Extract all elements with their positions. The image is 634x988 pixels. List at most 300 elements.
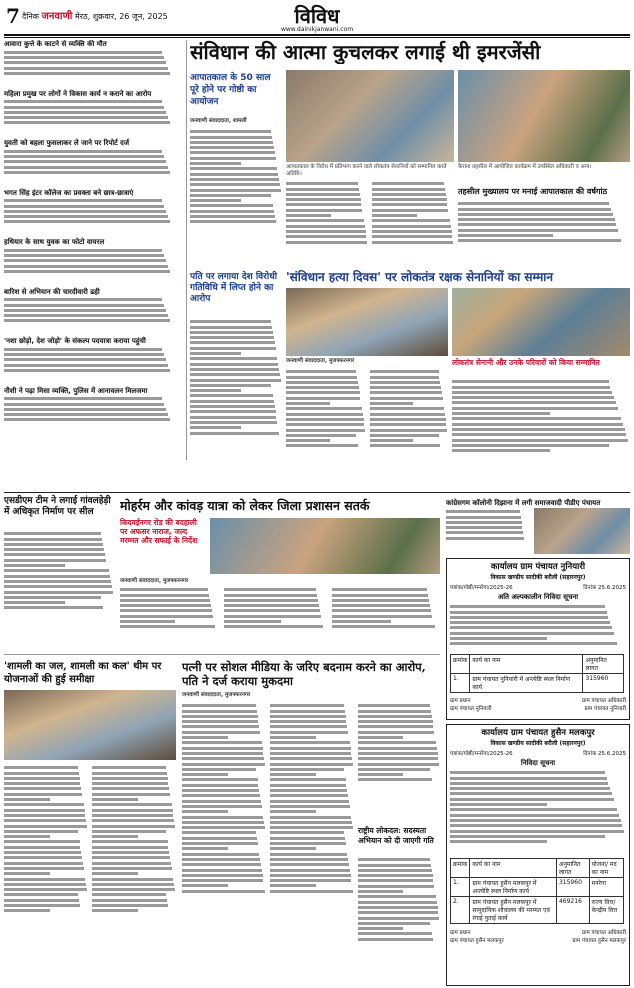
- text-line: [4, 210, 166, 213]
- tender1-row-work: ग्राम पंचायत नुनियारी में अन्त्येष्टि स्थल निर्माण कार्य: [470, 674, 583, 693]
- text-line: [270, 715, 346, 718]
- body-text-lines: [190, 130, 282, 223]
- text-line: [450, 787, 610, 790]
- text-line: [452, 428, 625, 431]
- body-text-lines: [450, 605, 626, 645]
- text-line: [224, 620, 281, 623]
- text-line: [458, 213, 613, 216]
- text-line: [450, 792, 612, 795]
- text-line: [370, 429, 447, 432]
- text-line: [452, 407, 618, 410]
- text-line: [372, 193, 446, 196]
- text-line: [4, 397, 162, 400]
- text-line: [182, 731, 260, 734]
- left-story: [4, 90, 184, 137]
- text-line: [190, 368, 279, 371]
- text-line: [270, 763, 353, 766]
- text-line: [4, 413, 168, 416]
- text-line: [4, 254, 164, 257]
- text-line: [4, 893, 78, 896]
- text-line: [92, 803, 172, 806]
- text-line: [190, 146, 274, 149]
- text-line: [372, 198, 447, 201]
- text-line: [92, 819, 174, 822]
- text-line: [270, 821, 352, 824]
- left-column: [4, 40, 184, 500]
- text-line: [4, 904, 80, 907]
- text-line: [182, 800, 261, 803]
- congress-headline: कांग्रेसगम कॉलोनी दिझाना में लगी समाजवादी पीडीए पंचायत: [446, 498, 601, 507]
- text-line: [358, 885, 434, 888]
- text-line: [286, 209, 362, 212]
- text-line: [370, 413, 445, 416]
- text-line: [92, 814, 173, 817]
- text-line: [4, 835, 50, 838]
- body-text-lines: [92, 766, 176, 912]
- text-line: [332, 588, 427, 591]
- tender2-row2-work: ग्राम पंचायत हुसैन मलकपुर में सामुदायिक शौचालय की मरम्मत एवं रंगाई पुताई कार्य: [470, 897, 557, 924]
- tender1-office: कार्यालय ग्राम पंचायत नुनियारी: [490, 562, 586, 572]
- text-line: [190, 347, 276, 350]
- text-line: [190, 331, 273, 334]
- text-line: [450, 835, 605, 838]
- text-line: [182, 863, 261, 866]
- text-line: [4, 803, 84, 806]
- brand-prefix: दैनिक: [22, 12, 39, 21]
- text-line: [358, 768, 430, 771]
- text-line: [370, 434, 439, 437]
- text-line: [270, 884, 316, 887]
- page-number: 7: [6, 4, 20, 28]
- left-story: [4, 189, 184, 236]
- text-line: [92, 835, 138, 838]
- text-line: [190, 410, 276, 413]
- text-line: [358, 906, 438, 909]
- text-line: [92, 904, 168, 907]
- text-line: [270, 731, 348, 734]
- table-row: [451, 674, 624, 693]
- text-line: [4, 601, 65, 604]
- tender1-ref: पत्रांक/गोष्ठी/मनरेगा/2025-26: [450, 585, 513, 591]
- text-line: [270, 778, 346, 781]
- text-line: [270, 736, 316, 739]
- body-text-lines: [286, 182, 368, 243]
- text-line: [450, 819, 621, 822]
- tender2-row1-sn: 1.: [451, 878, 470, 897]
- text-line: [458, 223, 616, 226]
- tender2-title: निविदा सूचना: [520, 759, 556, 767]
- tender1-th-sn: क्रमांक: [451, 655, 470, 674]
- text-line: [270, 768, 344, 771]
- text-line: [4, 825, 87, 828]
- text-line: [120, 615, 213, 618]
- tender1-table: [450, 654, 624, 693]
- column-divider: [186, 40, 187, 460]
- tender-notice-2: [446, 724, 630, 986]
- moharram-photo: [210, 518, 440, 574]
- photo-caption-1: आपातकाल के विरोध में प्रतिभाग करने वाले लोकतंत्र सेनानियों को सम्मानित करते अतिथि।: [286, 164, 447, 177]
- text-line: [4, 364, 168, 367]
- text-line: [4, 575, 110, 578]
- social-body-b: [270, 702, 354, 984]
- text-line: [224, 599, 318, 602]
- text-line: [358, 725, 433, 728]
- text-line: [372, 188, 445, 191]
- text-line: [4, 314, 168, 317]
- text-line: [182, 831, 256, 834]
- text-line: [446, 531, 523, 534]
- text-line: [182, 757, 264, 760]
- text-line: [92, 830, 166, 833]
- text-line: [190, 199, 241, 202]
- website-url[interactable]: www.dainikjanwani.com: [280, 26, 354, 33]
- text-line: [190, 173, 278, 176]
- text-line: [120, 620, 175, 623]
- text-line: [190, 130, 271, 133]
- text-line: [4, 369, 170, 372]
- left-story-body: [4, 395, 184, 433]
- text-line: [286, 402, 330, 405]
- text-line: [92, 856, 170, 859]
- tender1-sign-left: ग्राम प्रधान ग्राम पंचायत नुनियारी: [450, 698, 492, 712]
- text-line: [120, 594, 209, 597]
- text-line: [4, 121, 170, 124]
- text-line: [4, 569, 109, 572]
- text-line: [224, 625, 323, 628]
- text-line: [4, 596, 101, 599]
- text-line: [270, 720, 346, 723]
- text-line: [458, 218, 615, 221]
- text-line: [358, 731, 434, 734]
- moharram-byline: जनवाणी संवाददाता, मुजफ्फरनगर: [120, 578, 189, 584]
- text-line: [372, 219, 450, 222]
- text-line: [452, 449, 550, 452]
- moharram-body-c: [332, 586, 440, 650]
- text-line: [92, 883, 174, 886]
- text-line: [358, 895, 436, 898]
- header-rule: [4, 34, 630, 36]
- section-rule-2: [4, 654, 440, 655]
- text-line: [270, 725, 347, 728]
- text-line: [286, 386, 359, 389]
- text-line: [92, 862, 171, 865]
- text-line: [270, 805, 350, 808]
- text-line: [190, 384, 271, 387]
- text-line: [370, 386, 441, 389]
- text-line: [190, 426, 241, 429]
- text-line: [92, 782, 168, 785]
- samvidhan-photo-1: [286, 288, 448, 356]
- text-line: [4, 538, 102, 541]
- text-line: [286, 214, 331, 217]
- text-line: [358, 922, 430, 925]
- body-text-lines: [358, 704, 440, 781]
- left-story-body: [4, 148, 184, 186]
- text-line: [182, 842, 258, 845]
- table-row: [451, 878, 624, 897]
- text-line: [182, 884, 228, 887]
- text-line: [4, 106, 164, 109]
- text-line: [358, 938, 433, 941]
- text-line: [182, 747, 263, 750]
- left-story-body: [4, 197, 184, 235]
- text-line: [450, 777, 607, 780]
- text-line: [190, 341, 275, 344]
- text-line: [190, 421, 277, 424]
- text-line: [450, 632, 614, 635]
- text-line: [4, 787, 81, 790]
- social-media-headline: पत्नी पर सोशल मीडिया के जरिए बदनाम करने का आरोप, पति ने दर्ज कराया मुकदमा: [182, 660, 426, 688]
- social-media-byline: जनवाणी संवाददाता, मुजफ्फरनगर: [182, 692, 251, 698]
- text-line: [92, 772, 167, 775]
- samvidhan-photo-2: [452, 288, 630, 356]
- text-line: [92, 888, 175, 891]
- left-story: [4, 288, 184, 335]
- text-line: [270, 800, 349, 803]
- tender1-block: विकास खण्डीय सादीकी बरौली (सहारनपुर): [490, 574, 586, 581]
- text-line: [190, 379, 281, 382]
- text-line: [358, 720, 433, 723]
- text-line: [4, 199, 162, 202]
- body-text-lines: [4, 397, 184, 421]
- text-line: [270, 879, 351, 882]
- body-text-lines: [370, 370, 448, 447]
- text-line: [270, 847, 316, 850]
- table-row: [451, 897, 624, 924]
- text-line: [190, 363, 278, 366]
- tender2-office: कार्यालय ग्राम पंचायत हुसैन मलकपुर: [481, 728, 595, 738]
- text-line: [286, 370, 356, 373]
- text-line: [190, 373, 280, 376]
- text-line: [4, 56, 164, 59]
- body-text-lines: [190, 320, 282, 434]
- text-line: [182, 794, 260, 797]
- text-line: [370, 370, 439, 373]
- left-story-headline: युवती को बहला फुसलाकर ले जाने पर रिपोर्ट दर्ज: [4, 139, 130, 147]
- tender2-row1-work: ग्राम पंचायत हुसैन मलकपुर में अन्त्येष्टि स्थल निर्माण कार्य: [470, 878, 557, 897]
- text-line: [458, 202, 609, 205]
- text-line: [4, 67, 168, 70]
- text-line: [450, 798, 614, 801]
- text-line: [270, 752, 351, 755]
- text-line: [358, 757, 438, 760]
- brand-name: जनवाणी: [41, 11, 73, 22]
- text-line: [452, 433, 626, 436]
- text-line: [286, 397, 360, 400]
- tender1-row-sn: 1.: [451, 674, 470, 693]
- text-line: [4, 819, 86, 822]
- social-body-a: [182, 702, 266, 984]
- text-line: [332, 625, 435, 628]
- text-line: [224, 604, 319, 607]
- text-line: [270, 853, 347, 856]
- tender1-text: [447, 602, 629, 652]
- text-line: [4, 348, 162, 351]
- text-line: [4, 171, 170, 174]
- text-line: [270, 837, 345, 840]
- text-line: [270, 810, 316, 813]
- text-line: [358, 932, 432, 935]
- text-line: [92, 867, 172, 870]
- text-line: [224, 615, 321, 618]
- text-line: [4, 61, 166, 64]
- text-line: [92, 909, 138, 912]
- tehsil-subhead: लोकतंत्र सेनानी और उनके परिवारों को किया सम्मानित: [452, 358, 600, 367]
- text-line: [358, 864, 431, 867]
- text-line: [358, 736, 403, 739]
- text-line: [332, 604, 430, 607]
- text-line: [4, 111, 166, 114]
- text-line: [4, 814, 85, 817]
- body-text-lines: [452, 380, 630, 452]
- text-line: [190, 220, 276, 223]
- text-line: [4, 564, 65, 567]
- text-line: [450, 611, 607, 614]
- tehsil-headline: तहसील मुख्यालय पर मनाई आपातकाल की वर्षगांठ: [458, 186, 608, 196]
- text-line: [270, 794, 348, 797]
- text-line: [92, 777, 168, 780]
- text-line: [4, 766, 78, 769]
- text-line: [370, 439, 413, 442]
- text-line: [92, 809, 173, 812]
- text-line: [190, 167, 277, 170]
- text-line: [190, 204, 273, 207]
- text-line: [450, 840, 547, 843]
- text-line: [190, 389, 241, 392]
- text-line: [4, 772, 79, 775]
- text-line: [270, 858, 348, 861]
- text-line: [370, 376, 439, 379]
- main-photo-1: [286, 70, 454, 162]
- text-line: [190, 405, 275, 408]
- text-line: [332, 594, 428, 597]
- text-line: [4, 319, 170, 322]
- text-line: [458, 229, 618, 232]
- text-line: [4, 591, 113, 594]
- body-text-lines: [4, 51, 184, 75]
- tender1-sign-right: ग्राम पंचायत अधिकारी ग्राम पंचायत नुनियारी: [581, 698, 626, 712]
- text-line: [270, 741, 350, 744]
- text-line: [4, 166, 168, 169]
- text-line: [182, 816, 263, 819]
- left-story: [4, 139, 184, 186]
- text-line: [270, 773, 316, 776]
- left-story-body: [4, 98, 184, 136]
- text-line: [182, 741, 262, 744]
- samvidhan-byline: जनवाणी संवाददाता, मुजफ्फरनगर: [286, 358, 355, 364]
- text-line: [370, 444, 440, 447]
- text-line: [4, 548, 104, 551]
- tehsil-sub-body: [452, 378, 630, 488]
- text-line: [370, 402, 413, 405]
- left-story-body: [4, 346, 184, 384]
- text-line: [4, 793, 82, 796]
- text-line: [4, 270, 170, 273]
- text-line: [182, 715, 258, 718]
- text-line: [182, 784, 258, 787]
- text-line: [92, 840, 168, 843]
- text-line: [92, 893, 166, 896]
- sdm-body: [4, 530, 114, 650]
- body-text-lines: [4, 150, 184, 174]
- rashtriya-headline: राष्ट्रीय लोकदल: सदस्यता अभियान को दी जाएगी गति: [358, 826, 434, 845]
- text-line: [358, 710, 431, 713]
- tender2-block: विकास खण्डीय सादीकी बरौली (सहारनपुर): [490, 740, 586, 747]
- text-line: [270, 874, 351, 877]
- text-line: [224, 609, 320, 612]
- text-line: [332, 599, 429, 602]
- text-line: [4, 215, 168, 218]
- text-line: [450, 824, 622, 827]
- text-line: [4, 899, 79, 902]
- text-line: [452, 391, 612, 394]
- text-line: [182, 821, 264, 824]
- text-line: [120, 588, 208, 591]
- body-text-lines: [458, 202, 630, 242]
- tender2-th-work: कार्य का नाम: [470, 859, 557, 878]
- text-line: [358, 917, 439, 920]
- left-story-headline: आवारा कुत्ते के काटने से व्यक्ति की मौत: [4, 40, 107, 48]
- tender1-row-cost: 315960: [583, 674, 624, 693]
- text-line: [4, 532, 101, 535]
- body-text-lines: [4, 100, 184, 124]
- tender1-date: दिनांक 25.6.2025: [583, 585, 626, 591]
- text-line: [358, 741, 436, 744]
- tender2-row1-cost: 315960: [556, 878, 589, 897]
- text-line: [4, 358, 166, 361]
- text-line: [120, 625, 215, 628]
- text-line: [286, 429, 365, 432]
- tender1-th-cost: अनुमानित लागत: [583, 655, 624, 674]
- text-line: [4, 862, 83, 865]
- text-line: [370, 381, 440, 384]
- text-line: [358, 763, 439, 766]
- text-line: [4, 867, 84, 870]
- congress-body: [446, 508, 530, 554]
- text-line: [182, 805, 262, 808]
- text-line: [4, 798, 50, 801]
- text-line: [190, 326, 272, 329]
- left-story-headline: 'नशा छोड़ो, देश जोड़ो' के संकल्प पदयात्रा कराया पहुंची: [4, 337, 146, 345]
- text-line: [370, 407, 444, 410]
- text-line: [270, 863, 349, 866]
- text-line: [286, 219, 364, 222]
- text-line: [4, 580, 111, 583]
- text-line: [286, 434, 356, 437]
- text-line: [270, 710, 345, 713]
- shamli-photo: [4, 690, 176, 760]
- text-line: [92, 787, 169, 790]
- text-line: [92, 872, 138, 875]
- text-line: [270, 789, 347, 792]
- text-line: [370, 397, 443, 400]
- text-line: [4, 851, 81, 854]
- text-line: [92, 878, 173, 881]
- pati-kicker: पति पर लगाया देश विरोधी गतिविधि में लिप्त होने का आरोप: [190, 272, 278, 304]
- main-photo-2: [458, 70, 630, 162]
- text-line: [92, 793, 170, 796]
- text-line: [182, 874, 263, 877]
- shamli-headline: 'शामली का जल, शामली का कल' थीम पर योजनाओं की हुई समीक्षा: [4, 661, 162, 685]
- text-line: [358, 874, 433, 877]
- text-line: [286, 381, 358, 384]
- body-text-lines: [120, 588, 220, 628]
- text-line: [358, 752, 438, 755]
- tehsil-body: [458, 200, 630, 260]
- body-text-lines: [4, 249, 184, 273]
- text-line: [4, 840, 80, 843]
- text-line: [450, 642, 617, 645]
